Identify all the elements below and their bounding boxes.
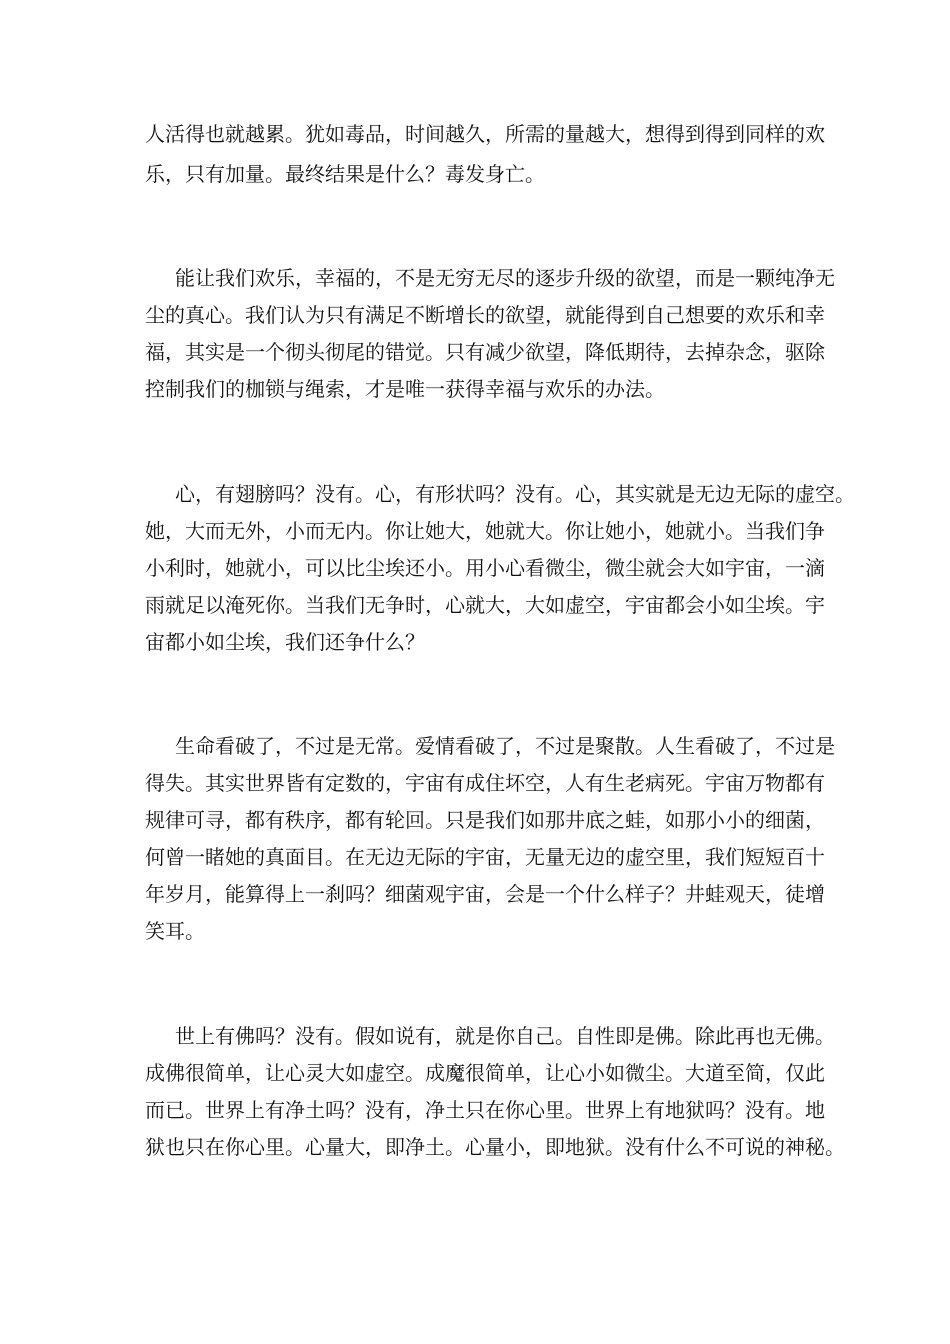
text-line: 而已。世界上有净土吗？没有，净土只在你心里。世界上有地狱吗？没有。地: [145, 1098, 825, 1122]
text-line: 控制我们的枷锁与绳索，才是唯一获得幸福与欢乐的办法。: [145, 377, 665, 401]
text-line: 心，有翅膀吗？没有。心，有形状吗？没有。心，其实就是无边无际的虚空。: [175, 482, 855, 506]
text-line: 宙都小如尘埃，我们还争什么？: [145, 630, 425, 654]
text-line: 年岁月，能算得上一刹吗？细菌观宇宙，会是一个什么样子？井蛙观天，徒增: [145, 882, 825, 906]
text-line: 世上有佛吗？没有。假如说有，就是你自己。自性即是佛。除此再也无佛。: [175, 1024, 835, 1048]
text-line: 乐，只有加量。最终结果是什么？毒发身亡。: [145, 162, 545, 186]
text-line: 尘的真心。我们认为只有满足不断增长的欲望，就能得到自己想要的欢乐和幸: [145, 303, 825, 327]
text-line: 狱也只在你心里。心量大，即净土。心量小，即地狱。没有什么不可说的神秘。: [145, 1135, 845, 1159]
text-line: 何曾一睹她的真面目。在无边无际的宇宙，无量无边的虚空里，我们短短百十: [145, 845, 825, 869]
text-line: 福，其实是一个彻头彻尾的错觉。只有减少欲望，降低期待，去掉杂念，驱除: [145, 340, 825, 364]
text-line: 成佛很简单，让心灵大如虚空。成魔很简单，让心小如微尘。大道至简，仅此: [145, 1061, 825, 1085]
text-line: 能让我们欢乐，幸福的，不是无穷无尽的逐步升级的欲望，而是一颗纯净无: [175, 266, 835, 290]
text-line: 她，大而无外，小而无内。你让她大，她就大。你让她小，她就小。当我们争: [145, 519, 825, 543]
text-line: 人活得也就越累。犹如毒品，时间越久，所需的量越大，想得到得到同样的欢: [145, 122, 825, 146]
text-line: 得失。其实世界皆有定数的，宇宙有成住坏空，人有生老病死。宇宙万物都有: [145, 771, 825, 795]
text-line: 生命看破了，不过是无常。爱情看破了，不过是聚散。人生看破了，不过是: [175, 734, 835, 758]
text-line: 规律可寻，都有秩序，都有轮回。只是我们如那井底之蛙，如那小小的细菌，: [145, 808, 825, 832]
text-line: 小利时，她就小，可以比尘埃还小。用小心看微尘，微尘就会大如宇宙，一滴: [145, 556, 825, 580]
text-line: 笑耳。: [145, 919, 205, 943]
text-line: 雨就足以淹死你。当我们无争时，心就大，大如虚空，宇宙都会小如尘埃。宇: [145, 593, 825, 617]
